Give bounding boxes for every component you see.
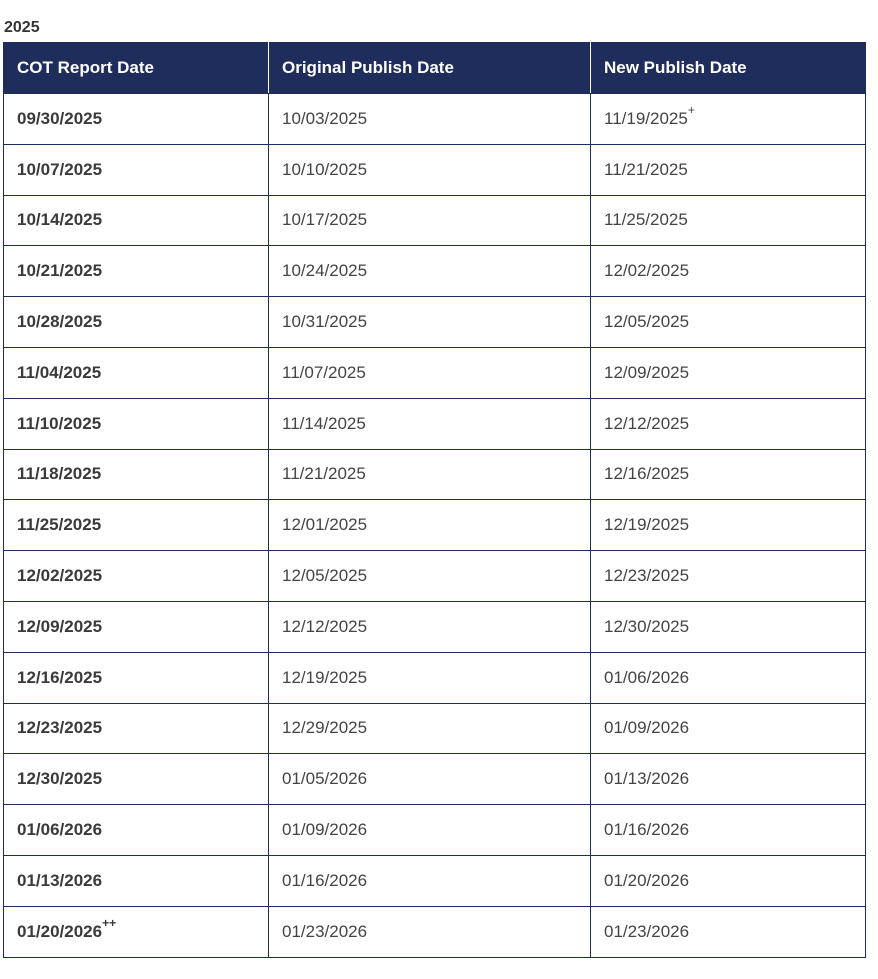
report-date-text: 11/10/2025 (17, 413, 102, 433)
cell-original-publish-date: 10/03/2025 (269, 94, 591, 145)
year-heading: 2025 (4, 19, 40, 36)
new-date-text: 01/16/2026 (604, 820, 690, 840)
table-row (4, 449, 866, 500)
cell-new-publish-date (591, 144, 866, 195)
report-date-text: 01/06/2026 (17, 820, 103, 840)
report-date-text: 10/21/2025 (17, 261, 103, 281)
new-date-text: 12/05/2025 (604, 312, 690, 332)
cell-cot-report-date (4, 754, 269, 805)
cell-new-publish-date (591, 500, 866, 551)
cell-new-publish-date (591, 855, 866, 906)
cell-cot-report-date (4, 297, 269, 348)
cell-cot-report-date (4, 449, 269, 500)
cell-original-publish-date: 10/17/2025 (269, 195, 591, 246)
table-row (4, 805, 866, 856)
new-date-text: 12/23/2025 (604, 566, 690, 586)
cell-new-publish-date (591, 297, 866, 348)
cell-new-publish-date (591, 551, 866, 602)
table-row (4, 347, 866, 398)
table-row (4, 297, 866, 348)
report-date-text: 10/28/2025 (17, 312, 103, 332)
new-date-text: 01/09/2026 (604, 718, 690, 738)
cell-cot-report-date (4, 398, 269, 449)
table-row (4, 195, 866, 246)
cell-new-publish-date (591, 398, 866, 449)
new-date-text: 12/12/2025 (604, 413, 690, 433)
new-date-text: 01/20/2026 (604, 870, 690, 890)
report-date-text: 12/23/2025 (17, 718, 103, 738)
cell-cot-report-date (4, 195, 269, 246)
report-date-text: 11/18/2025 (17, 464, 102, 484)
cell-original-publish-date: 10/31/2025 (269, 297, 591, 348)
cell-new-publish-date (591, 805, 866, 856)
cell-original-publish-date: 12/12/2025 (269, 601, 591, 652)
cot-schedule-table (3, 42, 866, 958)
header-new-publish-date: New Publish Date (591, 43, 866, 94)
report-date-text: 10/07/2025 (17, 159, 103, 179)
cell-original-publish-date: 11/07/2025 (269, 347, 591, 398)
report-date-text: 12/16/2025 (17, 667, 103, 687)
report-date-text: 12/02/2025 (17, 566, 103, 586)
cell-new-publish-date (591, 754, 866, 805)
cell-cot-report-date (4, 144, 269, 195)
header-cot-report-date: COT Report Date (4, 43, 269, 94)
table-row (4, 855, 866, 906)
report-date-text: 10/14/2025 (17, 210, 103, 230)
new-date-text: 11/19/2025 (604, 108, 688, 128)
new-date-text: 01/06/2026 (604, 667, 690, 687)
cell-original-publish-date: 12/05/2025 (269, 551, 591, 602)
cell-cot-report-date (4, 500, 269, 551)
table-row (4, 601, 866, 652)
cell-original-publish-date: 11/21/2025 (269, 449, 591, 500)
cell-new-publish-date (591, 195, 866, 246)
report-date-text: 11/25/2025 (17, 515, 102, 535)
new-date-text: 01/13/2026 (604, 769, 690, 789)
new-date-text: 12/30/2025 (604, 616, 690, 636)
cell-cot-report-date (4, 246, 269, 297)
new-date-text: 12/09/2025 (604, 362, 690, 382)
cell-new-publish-date (591, 703, 866, 754)
cell-cot-report-date (4, 601, 269, 652)
cell-new-publish-date (591, 601, 866, 652)
cell-new-publish-date (591, 652, 866, 703)
new-date-text: 01/23/2026 (604, 921, 690, 941)
cell-new-publish-date (591, 449, 866, 500)
cell-new-publish-date (591, 246, 866, 297)
cell-cot-report-date (4, 551, 269, 602)
table-header-row (4, 43, 866, 94)
report-date-text: 09/30/2025 (17, 108, 103, 128)
cell-cot-report-date (4, 906, 269, 957)
new-date-text: 11/21/2025 (604, 159, 688, 179)
cell-cot-report-date (4, 347, 269, 398)
table-row (4, 906, 866, 957)
new-date-text: 12/19/2025 (604, 515, 690, 535)
new-date-text: 12/16/2025 (604, 464, 690, 484)
footnote-marker: + (687, 103, 695, 118)
footnote-marker: ++ (102, 915, 117, 930)
report-date-text: 01/20/2026 (17, 921, 103, 941)
new-date-text: 12/02/2025 (604, 261, 690, 281)
cell-original-publish-date: 01/09/2026 (269, 805, 591, 856)
table-row (4, 754, 866, 805)
cell-cot-report-date (4, 805, 269, 856)
report-date-text: 01/13/2026 (17, 870, 103, 890)
cell-cot-report-date (4, 855, 269, 906)
cell-original-publish-date: 12/19/2025 (269, 652, 591, 703)
table-row (4, 144, 866, 195)
cell-original-publish-date: 12/01/2025 (269, 500, 591, 551)
cell-cot-report-date (4, 652, 269, 703)
table-row (4, 246, 866, 297)
table-row (4, 551, 866, 602)
report-date-text: 11/04/2025 (17, 362, 102, 382)
table-row (4, 703, 866, 754)
table-row (4, 500, 866, 551)
cell-cot-report-date (4, 703, 269, 754)
cell-new-publish-date (591, 94, 866, 145)
table-row (4, 652, 866, 703)
cell-original-publish-date: 01/23/2026 (269, 906, 591, 957)
cell-original-publish-date: 01/05/2026 (269, 754, 591, 805)
cell-original-publish-date: 11/14/2025 (269, 398, 591, 449)
cell-new-publish-date (591, 906, 866, 957)
cell-new-publish-date (591, 347, 866, 398)
new-date-text: 11/25/2025 (604, 210, 688, 230)
cell-original-publish-date: 12/29/2025 (269, 703, 591, 754)
table-row (4, 94, 866, 145)
report-date-text: 12/09/2025 (17, 616, 103, 636)
cell-original-publish-date: 10/10/2025 (269, 144, 591, 195)
table-row (4, 398, 866, 449)
header-original-publish-date: Original Publish Date (269, 43, 591, 94)
cell-cot-report-date (4, 94, 269, 145)
cell-original-publish-date: 01/16/2026 (269, 855, 591, 906)
report-date-text: 12/30/2025 (17, 769, 103, 789)
cell-original-publish-date: 10/24/2025 (269, 246, 591, 297)
